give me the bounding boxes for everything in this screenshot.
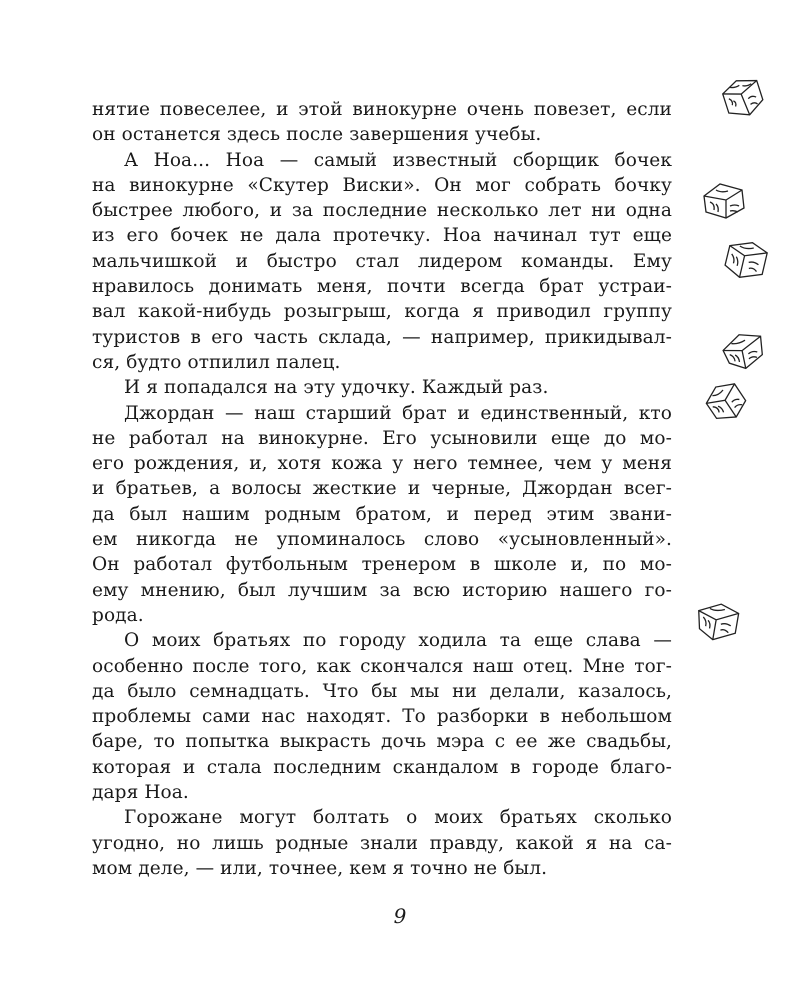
text-line: ся, будто отпилил палец. [92,351,341,373]
text-line: и братьев, а волосы жесткие и черные, Джордан всег- [92,478,672,500]
ice-cube-icon [714,71,770,124]
text-line: вал какой-нибудь розыгрыш, когда я приводил группу [92,301,672,323]
text-line: баре, то попытка выкрасть дочь мэра с ее же свадьбы, [92,731,672,753]
page-number: 9 [393,904,407,928]
text-line: О моих братьях по городу ходила та еще слава — [124,630,672,652]
text-line: не работал на винокурне. Его усыновили еще до мо- [92,427,672,449]
text-line: даря Ноа. [92,782,189,804]
text-line: нятие повеселее, и этой винокурне очень повезет, если [92,99,672,120]
text-line: на винокурне «Скутер Виски». Он мог собрать бочку [92,174,672,196]
text-line: проблемы сами нас находят. То разборки в небольшом [92,706,672,728]
text-line: мом деле, — или, точнее, кем я точно не был. [92,857,548,879]
text-line: А Ноа... Ноа — самый известный сборщик бочек [124,149,672,171]
text-line: особенно после того, как скончался наш отец. Мне тог- [92,655,672,677]
text-line: которая и стала последним скандалом в городе благо- [92,756,672,778]
ice-cube-icon [714,322,773,379]
text-line: он останется здесь после завершения учебы. [92,124,542,146]
text-line: угодно, но лишь родные знали правду, какой я на са- [92,832,672,854]
text-line: нравилось донимать меня, почти всегда брат устраи- [92,276,672,298]
text-line: ему мнению, был лучшим за всю историю нашего го- [92,579,672,601]
text-line: мальчишкой и быстро стал лидером команды. Ему [92,250,672,272]
text-line: рода. [92,604,144,626]
text-line: из его бочек не дала протечку. Ноа начинал тут еще [92,225,672,247]
body-text [92,97,672,881]
text-line: его рождения, и, хотя кожа у него темнее, чем у меня [92,453,672,475]
ice-cube-icon [693,598,744,645]
ice-cube-icon [700,178,748,222]
text-line: Джордан — наш старший брат и единственный, кто [124,402,672,424]
text-line: Он работал футбольным тренером в школе и, по мо- [92,554,672,576]
ice-cube-icon [694,371,757,432]
text-line: И я попадался на эту удочку. Каждый раз. [124,377,549,399]
text-line: туристов в его часть склада, — например, прикидывал- [92,326,672,348]
text-line: ем никогда не упоминалось слово «усыновленный». [92,529,672,551]
ice-cube-icon [719,235,773,285]
text-line: быстрее любого, и за последние несколько лет ни одна [92,200,672,222]
text-line: Горожане могут болтать о моих братьях сколько [124,807,672,829]
text-line: да было семнадцать. Что бы мы ни делали, казалось, [92,680,672,702]
text-line: да был нашим родным братом, и перед этим звани- [92,503,672,525]
